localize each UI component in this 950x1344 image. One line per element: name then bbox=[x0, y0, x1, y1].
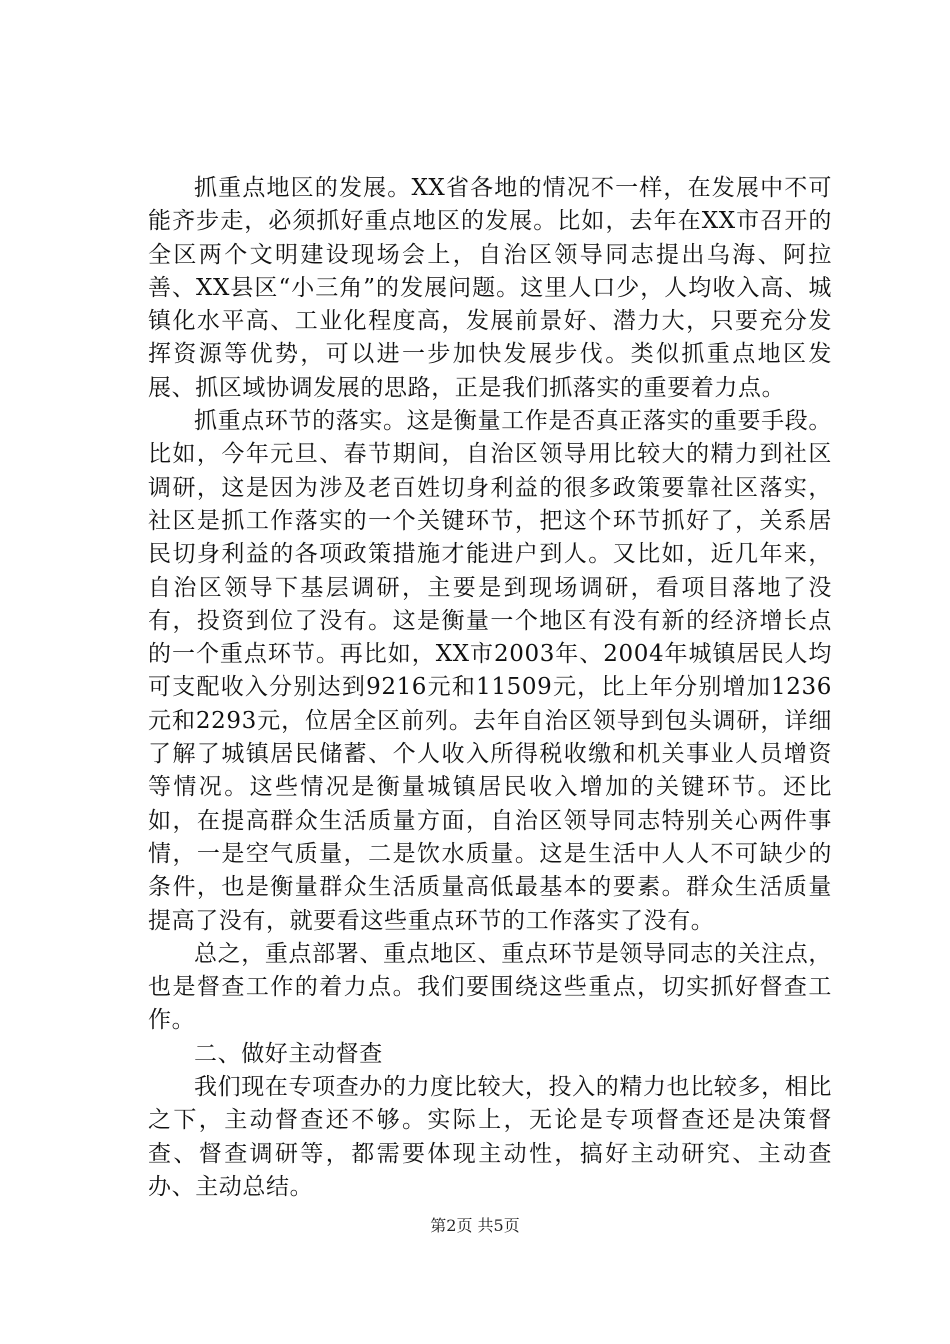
paragraph-proactive-supervision: 我们现在专项查办的力度比较大，投入的精力也比较多，相比之下，主动督查还不够。实际上，无论是专项督查还是决策督查、督查调研等，都需要体现主动性，搞好主动研究、主动查办、主动总结。 bbox=[148, 1074, 832, 1200]
paragraph-key-links: 抓重点环节的落实。这是衡量工作是否真正落实的重要手段。比如，今年元旦、春节期间，自治区领导用比较大的精力到社区调研，这是因为涉及老百姓切身利益的很多政策要靠社区落实，社区是抓工作落实的一个关键环节，把这个环节抓好了，关系居民切身利益的各项政策措施才能进户到人。又比如，近几年来，自治区领导下基层调研，主要是到现场调研，看项目落地了没有，投资到位了没有。这是衡量一个地区有没有新的经济增长点的一个重点环节。再比如，XX市2003年、2004年城镇居民人均可支配收入分别达到9216元和11509元，比上年分别增加1236元和2293元，位居全区前列。去年自治区领导到包头调研，详细了解了城镇居民储蓄、个人收入所得税收缴和机关事业人员增资等情况。这些情况是衡量城镇居民收入增加的关键环节。还比如，在提高群众生活质量方面，自治区领导同志特别关心两件事情，一是空气质量，二是饮水质量。这是生活中人人不可缺少的条件，也是衡量群众生活质量高低最基本的要素。群众生活质量提高了没有，就要看这些重点环节的工作落实了没有。 bbox=[148, 408, 832, 934]
document-body bbox=[148, 172, 832, 1204]
paragraph-summary: 总之，重点部署、重点地区、重点环节是领导同志的关注点，也是督查工作的着力点。我们要围绕这些重点，切实抓好督查工作。 bbox=[148, 940, 832, 1034]
paragraph-key-regions: 抓重点地区的发展。XX省各地的情况不一样，在发展中不可能齐步走，必须抓好重点地区的发展。比如，去年在XX市召开的全区两个文明建设现场会上，自治区领导同志提出乌海、阿拉善、XX县区“小三角”的发展问题。这里人口少，人均收入高、城镇化水平高、工业化程度高，发展前景好、潜力大，只要充分发挥资源等优势，可以进一步加快发展步伐。类似抓重点地区发展、抓区域协调发展的思路，正是我们抓落实的重要着力点。 bbox=[148, 175, 832, 401]
section-heading: 二、做好主动督查 bbox=[194, 1040, 383, 1067]
page-number-footer: 第2页 共5页 bbox=[430, 1216, 520, 1235]
